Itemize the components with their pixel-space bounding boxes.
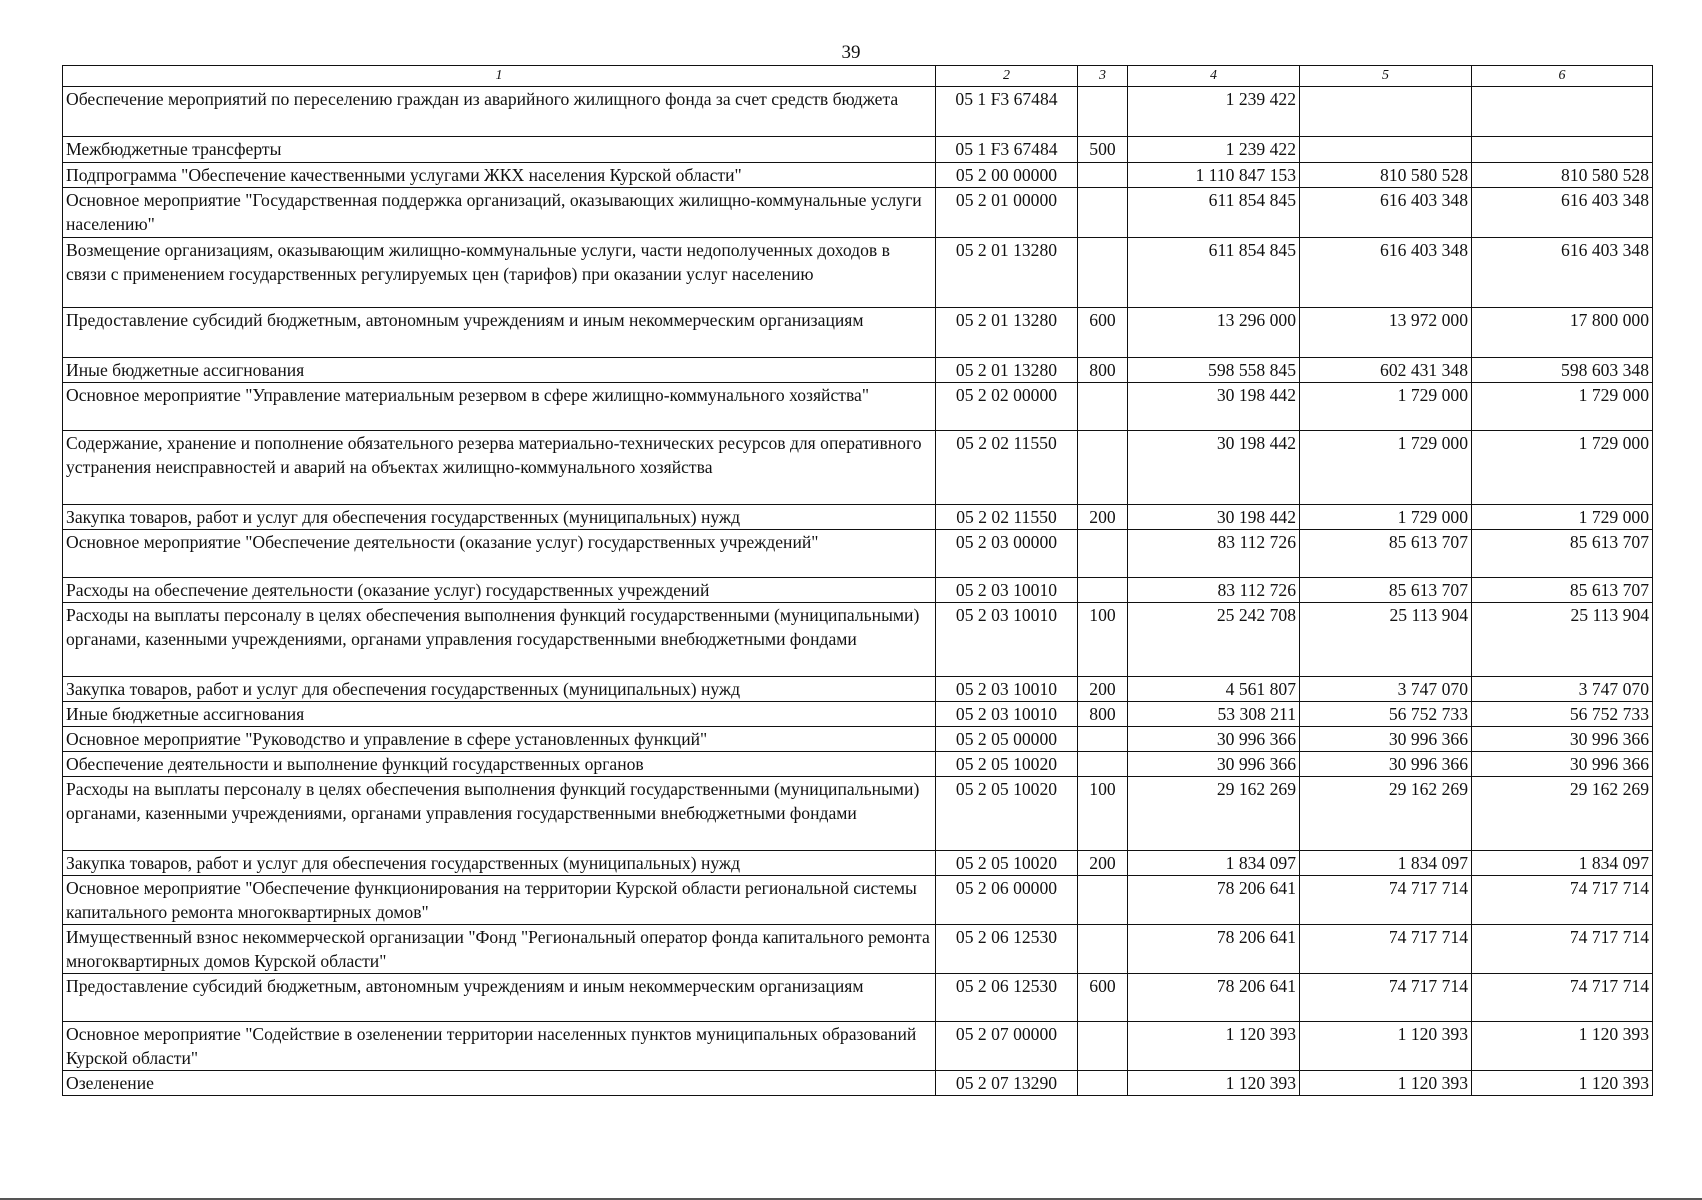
expense-type: 800 — [1078, 358, 1128, 383]
amount-col-4: 83 112 726 — [1128, 578, 1300, 603]
target-code: 05 2 07 00000 — [936, 1022, 1078, 1071]
target-code: 05 2 01 00000 — [936, 188, 1078, 238]
item-name: Предоставление субсидий бюджетным, автономным учреждениям и иным некоммерческим организациям — [63, 974, 936, 1022]
target-code: 05 1 F3 67484 — [936, 87, 1078, 137]
table-row — [63, 530, 1653, 578]
item-name: Основное мероприятие "Обеспечение функционирования на территории Курской области региональной системы капитального ремонта многоквартирных домов" — [63, 876, 936, 925]
amount-col-5: 74 717 714 — [1300, 876, 1472, 925]
amount-col-5: 56 752 733 — [1300, 702, 1472, 727]
expense-type — [1078, 431, 1128, 505]
table-row — [63, 137, 1653, 163]
item-name: Озеленение — [63, 1071, 936, 1096]
expense-type: 500 — [1078, 137, 1128, 163]
table-row — [63, 925, 1653, 974]
amount-col-4: 1 239 422 — [1128, 137, 1300, 163]
item-name: Основное мероприятие "Содействие в озеленении территории населенных пунктов муниципальных образований Курской области" — [63, 1022, 936, 1071]
table-row — [63, 578, 1653, 603]
expense-type — [1078, 188, 1128, 238]
amount-col-6: 56 752 733 — [1472, 702, 1653, 727]
item-name: Основное мероприятие "Обеспечение деятельности (оказание услуг) государственных учреждений" — [63, 530, 936, 578]
target-code: 05 2 03 00000 — [936, 530, 1078, 578]
item-name: Закупка товаров, работ и услуг для обеспечения государственных (муниципальных) нужд — [63, 505, 936, 530]
item-name: Основное мероприятие "Государственная поддержка организаций, оказывающих жилищно-коммунальные услуги населению" — [63, 188, 936, 238]
table-row — [63, 876, 1653, 925]
amount-col-4: 78 206 641 — [1128, 925, 1300, 974]
amount-col-5: 1 729 000 — [1300, 431, 1472, 505]
target-code: 05 2 07 13290 — [936, 1071, 1078, 1096]
target-code: 05 2 05 10020 — [936, 851, 1078, 876]
expense-type — [1078, 163, 1128, 188]
amount-col-5: 85 613 707 — [1300, 578, 1472, 603]
expense-type: 200 — [1078, 677, 1128, 702]
amount-col-4: 1 834 097 — [1128, 851, 1300, 876]
table-row — [63, 505, 1653, 530]
page-number: 39 — [841, 42, 861, 63]
amount-col-5: 85 613 707 — [1300, 530, 1472, 578]
item-name: Иные бюджетные ассигнования — [63, 358, 936, 383]
expense-type: 600 — [1078, 974, 1128, 1022]
table-row — [63, 238, 1653, 308]
item-name: Имущественный взнос некоммерческой организации "Фонд "Региональный оператор фонда капитального ремонта многоквартирных домов Курской области" — [63, 925, 936, 974]
amount-col-6: 3 747 070 — [1472, 677, 1653, 702]
target-code: 05 2 02 00000 — [936, 383, 1078, 431]
item-name: Возмещение организациям, оказывающим жилищно-коммунальные услуги, части недополученных доходов в связи с применением государственных регулируемых цен (тарифов) при оказании услуг населению — [63, 238, 936, 308]
amount-col-6: 25 113 904 — [1472, 603, 1653, 677]
amount-col-6: 598 603 348 — [1472, 358, 1653, 383]
amount-col-4: 1 120 393 — [1128, 1071, 1300, 1096]
amount-col-4: 1 110 847 153 — [1128, 163, 1300, 188]
amount-col-4: 13 296 000 — [1128, 308, 1300, 358]
table-row — [63, 188, 1653, 238]
amount-col-5: 74 717 714 — [1300, 925, 1472, 974]
amount-col-4: 30 198 442 — [1128, 383, 1300, 431]
expense-type — [1078, 727, 1128, 752]
amount-col-4: 53 308 211 — [1128, 702, 1300, 727]
item-name: Основное мероприятие "Управление материальным резервом в сфере жилищно-коммунального хозяйства" — [63, 383, 936, 431]
amount-col-6: 30 996 366 — [1472, 727, 1653, 752]
amount-col-4: 1 239 422 — [1128, 87, 1300, 137]
amount-col-6: 17 800 000 — [1472, 308, 1653, 358]
table-row — [63, 431, 1653, 505]
budget-table — [62, 65, 1653, 1096]
table-row — [63, 383, 1653, 431]
target-code: 05 2 06 12530 — [936, 925, 1078, 974]
table-row — [63, 974, 1653, 1022]
target-code: 05 2 00 00000 — [936, 163, 1078, 188]
amount-col-6: 74 717 714 — [1472, 925, 1653, 974]
amount-col-5: 25 113 904 — [1300, 603, 1472, 677]
amount-col-5: 1 834 097 — [1300, 851, 1472, 876]
expense-type — [1078, 1071, 1128, 1096]
amount-col-6: 1 120 393 — [1472, 1071, 1653, 1096]
amount-col-5: 616 403 348 — [1300, 188, 1472, 238]
target-code: 05 2 03 10010 — [936, 677, 1078, 702]
expense-type — [1078, 876, 1128, 925]
amount-col-4: 30 996 366 — [1128, 752, 1300, 777]
amount-col-6: 1 729 000 — [1472, 431, 1653, 505]
expense-type: 200 — [1078, 505, 1128, 530]
target-code: 05 2 03 10010 — [936, 578, 1078, 603]
amount-col-6: 810 580 528 — [1472, 163, 1653, 188]
amount-col-6: 1 729 000 — [1472, 505, 1653, 530]
target-code: 05 2 06 12530 — [936, 974, 1078, 1022]
item-name: Предоставление субсидий бюджетным, автономным учреждениям и иным некоммерческим организациям — [63, 308, 936, 358]
item-name: Расходы на выплаты персоналу в целях обеспечения выполнения функций государственными (муниципальными) органами, казенными учреждениями, органами управления государственными внебюджетными фондами — [63, 603, 936, 677]
target-code: 05 2 05 10020 — [936, 752, 1078, 777]
amount-col-6 — [1472, 137, 1653, 163]
column-number-3: 3 — [1078, 66, 1128, 87]
amount-col-4: 30 198 442 — [1128, 431, 1300, 505]
amount-col-4: 4 561 807 — [1128, 677, 1300, 702]
expense-type: 100 — [1078, 777, 1128, 851]
amount-col-5 — [1300, 87, 1472, 137]
table-row — [63, 308, 1653, 358]
column-number-2: 2 — [936, 66, 1078, 87]
expense-type — [1078, 752, 1128, 777]
amount-col-4: 83 112 726 — [1128, 530, 1300, 578]
table-row — [63, 1022, 1653, 1071]
amount-col-6: 1 834 097 — [1472, 851, 1653, 876]
amount-col-5: 1 729 000 — [1300, 505, 1472, 530]
item-name: Обеспечение мероприятий по переселению граждан из аварийного жилищного фонда за счет средств бюджета — [63, 87, 936, 137]
table-row — [63, 603, 1653, 677]
amount-col-6: 30 996 366 — [1472, 752, 1653, 777]
table-row — [63, 358, 1653, 383]
table-row — [63, 777, 1653, 851]
amount-col-4: 78 206 641 — [1128, 876, 1300, 925]
target-code: 05 2 02 11550 — [936, 431, 1078, 505]
amount-col-5: 13 972 000 — [1300, 308, 1472, 358]
target-code: 05 2 06 00000 — [936, 876, 1078, 925]
amount-col-4: 1 120 393 — [1128, 1022, 1300, 1071]
target-code: 05 2 03 10010 — [936, 702, 1078, 727]
amount-col-6: 85 613 707 — [1472, 530, 1653, 578]
amount-col-5: 602 431 348 — [1300, 358, 1472, 383]
table-row — [63, 727, 1653, 752]
column-numbers-row — [63, 66, 1653, 87]
target-code: 05 2 01 13280 — [936, 308, 1078, 358]
column-number-5: 5 — [1300, 66, 1472, 87]
item-name: Закупка товаров, работ и услуг для обеспечения государственных (муниципальных) нужд — [63, 851, 936, 876]
amount-col-6: 1 120 393 — [1472, 1022, 1653, 1071]
amount-col-6: 74 717 714 — [1472, 974, 1653, 1022]
target-code: 05 2 01 13280 — [936, 358, 1078, 383]
amount-col-4: 78 206 641 — [1128, 974, 1300, 1022]
expense-type — [1078, 578, 1128, 603]
expense-type — [1078, 238, 1128, 308]
amount-col-5: 74 717 714 — [1300, 974, 1472, 1022]
amount-col-5: 1 729 000 — [1300, 383, 1472, 431]
amount-col-6: 74 717 714 — [1472, 876, 1653, 925]
column-number-4: 4 — [1128, 66, 1300, 87]
expense-type — [1078, 383, 1128, 431]
target-code: 05 2 05 10020 — [936, 777, 1078, 851]
expense-type — [1078, 530, 1128, 578]
amount-col-6: 1 729 000 — [1472, 383, 1653, 431]
item-name: Основное мероприятие "Руководство и управление в сфере установленных функций" — [63, 727, 936, 752]
amount-col-5: 810 580 528 — [1300, 163, 1472, 188]
amount-col-4: 598 558 845 — [1128, 358, 1300, 383]
amount-col-6: 616 403 348 — [1472, 188, 1653, 238]
table-row — [63, 702, 1653, 727]
target-code: 05 2 05 00000 — [936, 727, 1078, 752]
item-name: Закупка товаров, работ и услуг для обеспечения государственных (муниципальных) нужд — [63, 677, 936, 702]
column-number-6: 6 — [1472, 66, 1653, 87]
table-row — [63, 87, 1653, 137]
column-number-1: 1 — [63, 66, 936, 87]
amount-col-5 — [1300, 137, 1472, 163]
expense-type — [1078, 925, 1128, 974]
table-row — [63, 163, 1653, 188]
table-row — [63, 677, 1653, 702]
target-code: 05 2 02 11550 — [936, 505, 1078, 530]
amount-col-4: 611 854 845 — [1128, 188, 1300, 238]
item-name: Содержание, хранение и пополнение обязательного резерва материально-технических ресурсов для оперативного устранения неисправностей и аварий на объектах жилищно-коммунального хозяйства — [63, 431, 936, 505]
amount-col-5: 30 996 366 — [1300, 727, 1472, 752]
amount-col-5: 3 747 070 — [1300, 677, 1472, 702]
amount-col-5: 1 120 393 — [1300, 1071, 1472, 1096]
amount-col-4: 611 854 845 — [1128, 238, 1300, 308]
item-name: Подпрограмма "Обеспечение качественными услугами ЖКХ населения Курской области" — [63, 163, 936, 188]
amount-col-5: 29 162 269 — [1300, 777, 1472, 851]
expense-type — [1078, 87, 1128, 137]
amount-col-5: 1 120 393 — [1300, 1022, 1472, 1071]
item-name: Иные бюджетные ассигнования — [63, 702, 936, 727]
expense-type — [1078, 1022, 1128, 1071]
amount-col-6 — [1472, 87, 1653, 137]
item-name: Расходы на обеспечение деятельности (оказание услуг) государственных учреждений — [63, 578, 936, 603]
table-row — [63, 1071, 1653, 1096]
amount-col-4: 29 162 269 — [1128, 777, 1300, 851]
table-row — [63, 752, 1653, 777]
amount-col-4: 30 996 366 — [1128, 727, 1300, 752]
expense-type: 800 — [1078, 702, 1128, 727]
table-row — [63, 851, 1653, 876]
amount-col-6: 616 403 348 — [1472, 238, 1653, 308]
amount-col-4: 30 198 442 — [1128, 505, 1300, 530]
amount-col-5: 30 996 366 — [1300, 752, 1472, 777]
target-code: 05 1 F3 67484 — [936, 137, 1078, 163]
amount-col-4: 25 242 708 — [1128, 603, 1300, 677]
amount-col-6: 85 613 707 — [1472, 578, 1653, 603]
expense-type: 100 — [1078, 603, 1128, 677]
item-name: Межбюджетные трансферты — [63, 137, 936, 163]
item-name: Расходы на выплаты персоналу в целях обеспечения выполнения функций государственными (муниципальными) органами, казенными учреждениями, органами управления государственными внебюджетными фондами — [63, 777, 936, 851]
target-code: 05 2 03 10010 — [936, 603, 1078, 677]
expense-type: 600 — [1078, 308, 1128, 358]
table-body — [63, 87, 1653, 1096]
item-name: Обеспечение деятельности и выполнение функций государственных органов — [63, 752, 936, 777]
amount-col-6: 29 162 269 — [1472, 777, 1653, 851]
amount-col-5: 616 403 348 — [1300, 238, 1472, 308]
expense-type: 200 — [1078, 851, 1128, 876]
target-code: 05 2 01 13280 — [936, 238, 1078, 308]
